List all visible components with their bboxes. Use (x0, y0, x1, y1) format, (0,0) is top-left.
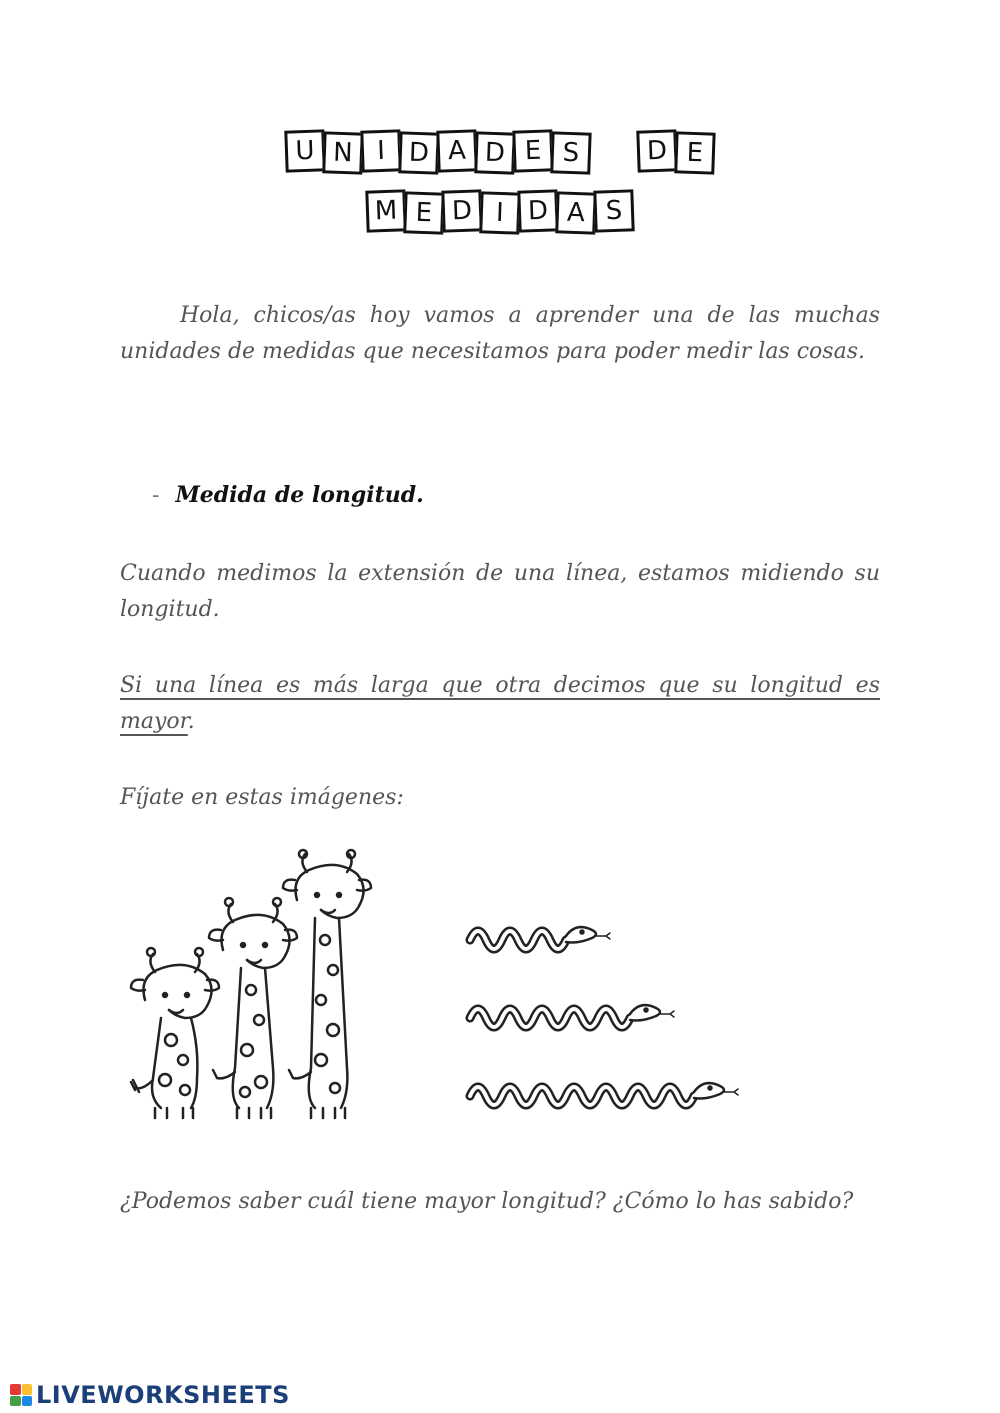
title-letter-box: D (636, 129, 677, 172)
title-letter-box: U (284, 129, 325, 172)
liveworksheets-logo-icon (10, 1384, 32, 1406)
giraffe-medium-icon (209, 898, 297, 1118)
title-word (286, 130, 590, 172)
title-letter-box: N (322, 131, 363, 174)
snake-long-icon (470, 1083, 738, 1105)
title-word (367, 190, 633, 232)
giraffes-illustration (125, 850, 375, 1125)
giraffe-tall-icon (283, 850, 371, 1118)
snakes-illustration (465, 905, 795, 1110)
logo-square (10, 1384, 21, 1395)
title-letter-box: D (474, 131, 515, 174)
definition-paragraph: Cuando medimos la extensión de una línea, estamos midiendo su longitud. (120, 561, 880, 622)
title-letter-box: E (674, 131, 715, 174)
brand-name: LIVEWORKSHEETS (36, 1381, 290, 1409)
heading-dash: - (152, 483, 160, 508)
title-letter-box: M (365, 189, 406, 232)
look-prompt: Fíjate en estas imágenes: (120, 785, 404, 810)
title-letter-box: S (593, 189, 634, 232)
snake-short-icon (470, 927, 610, 949)
title-word (638, 130, 714, 172)
question-paragraph: ¿Podemos saber cuál tiene mayor longitud? ¿Cómo lo has sabido? (120, 1189, 854, 1214)
section-heading (152, 482, 424, 508)
rule-paragraph (120, 668, 880, 740)
intro-paragraph: Hola, chicos/as hoy vamos a aprender una de las muchas unidades de medidas que necesitamos para poder medir las cosas. (120, 303, 880, 364)
title-letter-box: E (512, 129, 553, 172)
heading-text: Medida de longitud. (175, 482, 424, 508)
title-letter-box: I (479, 191, 520, 234)
rule-underlined-text: Si una línea es más larga que otra decimos que su longitud es mayor (120, 673, 880, 734)
logo-square (22, 1384, 33, 1395)
snake-medium-icon (470, 1005, 674, 1027)
title-line-2 (0, 190, 1000, 232)
title-line-1 (0, 130, 1000, 172)
title-letter-box: A (436, 129, 477, 172)
logo-square (10, 1396, 21, 1407)
title-letter-box: S (550, 131, 591, 174)
title-letter-box: D (398, 131, 439, 174)
title-letter-box: D (517, 189, 558, 232)
title-letter-box: A (555, 191, 596, 234)
rule-period: . (187, 709, 195, 734)
giraffe-small-icon (131, 948, 219, 1118)
logo-square (22, 1396, 33, 1407)
title-letter-box: I (360, 129, 401, 172)
title-letter-box: E (403, 191, 444, 234)
footer-brand[interactable] (10, 1380, 290, 1410)
title-letter-box: D (441, 189, 482, 232)
